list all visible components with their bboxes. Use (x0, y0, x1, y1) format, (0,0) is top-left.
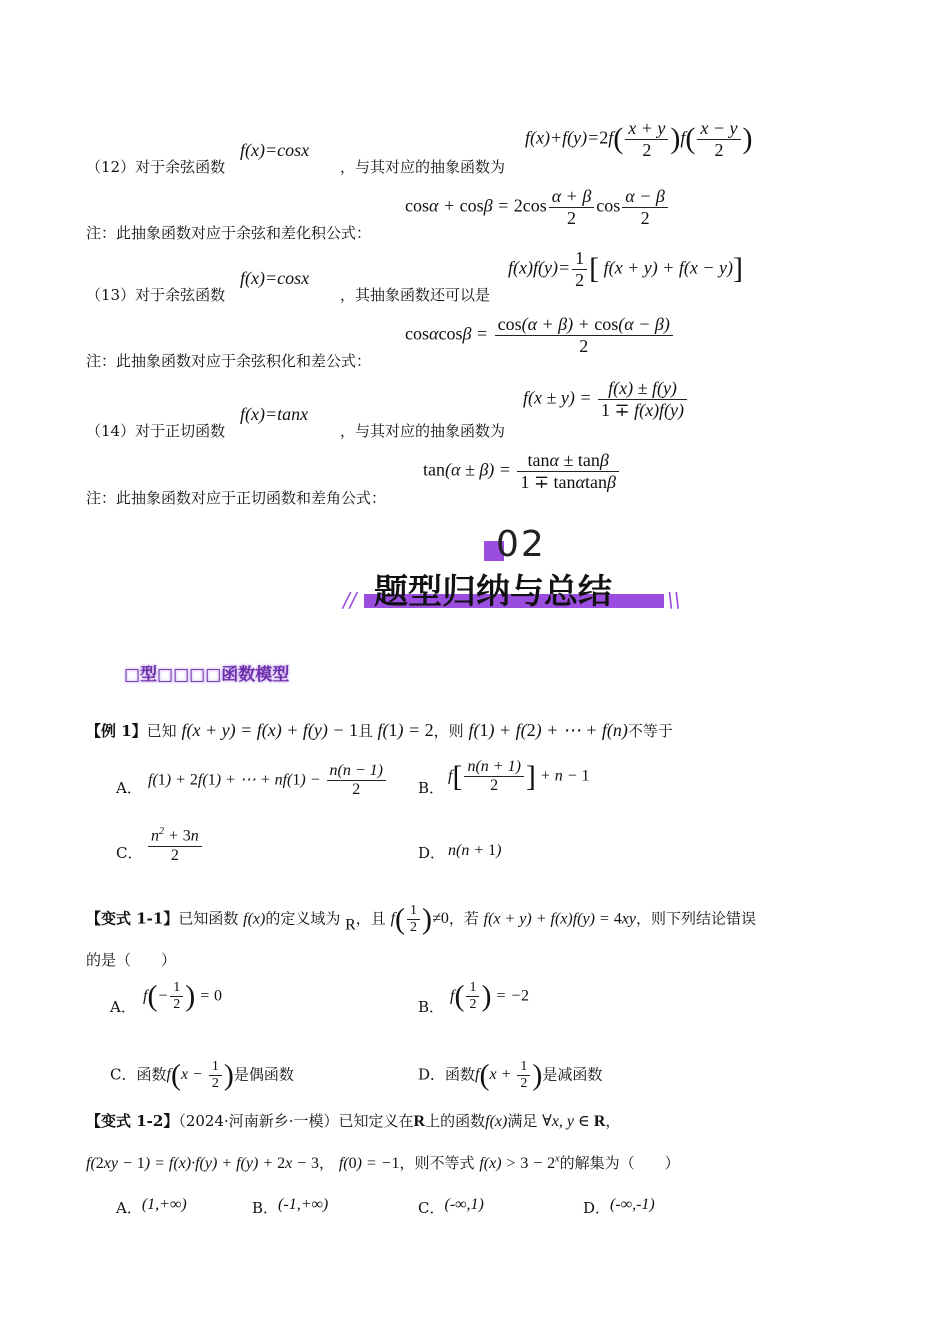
variant-1-2-option-c: C．(-∞,1) (418, 1196, 484, 1217)
item-13-formula: f(x)f(y)= $\frac{1}{2}$ [ f(x + y) + f(x − y)] (508, 248, 743, 290)
variant-1-2-option-b: B．(-1,+∞) (252, 1196, 329, 1217)
variant-1-2-line-2: f(2xy − 1) = f(x)·f(y) + f(y) + 2x − 3， f(0) = −1，则不等式 $f(x) > 3 - 2^x$的解集为（ ） (86, 1153, 680, 1172)
variant-1-1-option-b-label: B． (418, 998, 445, 1016)
section-right-decoration: \\ (667, 588, 681, 612)
variant-1-2-line-1: 【变式 1-2】（2024·河南新乡·一模）已知定义在R上的函数f(x)满足 ∀x, y ∈ R， (86, 1112, 621, 1130)
variant-1-2-option-d: D．(-∞,-1) (583, 1196, 655, 1217)
variant-1-2-tag: 【变式 1-2】 (86, 1112, 179, 1130)
variant-1-1-option-a: f(− $\frac{1}{2}$ ) = 0 (143, 979, 223, 1013)
example-1-tag: 【例 1】 (86, 722, 147, 740)
note-13-label: 注：此抽象函数对应于余弦积化和差公式： (86, 352, 372, 370)
note-14-label: 注：此抽象函数对应于正切函数和差角公式： (86, 489, 387, 507)
example-1-option-c-label: C． (116, 844, 143, 862)
variant-1-1-option-c: C．函数f(x − $\frac{1}{2}$ )是偶函数 (110, 1058, 294, 1092)
note-12-label: 注：此抽象函数对应于余弦和差化积公式： (86, 224, 372, 242)
variant-1-1-tag: 【变式 1-1】 (86, 909, 179, 928)
note-14-formula: tan(α ± β) = $\frac{\tan\alpha \pm \tan\beta}{1 \mp \tan\alpha\tan\beta}$ (423, 450, 621, 492)
example-1-option-b: f[ $\frac{n(n + 1)}{2}$ ] + n − 1 (448, 758, 590, 795)
example-1-option-a-label: A． (116, 779, 142, 797)
example-1-option-a: f(1) + 2f(1) + ⋯ + nf(1) − $\frac{n(n - 1)}{2}$ (148, 762, 388, 800)
example-1-option-d-label: D． (418, 844, 446, 862)
item-13-text: ，其抽象函数还可以是 (340, 286, 491, 304)
item-14-label: （14）对于正切函数 (86, 422, 226, 440)
item-13-function: f(x)=cosx (240, 268, 310, 288)
variant-1-1-line-2: 的是（ ） (86, 951, 177, 969)
item-12-function: f(x)=cosx (240, 140, 310, 160)
example-1-line: 【例 1】已知 f(x + y) = f(x) + f(y) − 1且 f(1) = 2，则 f(1) + f(2) + ⋯ + f(n)不等于 (86, 720, 673, 740)
example-1-option-c: $\frac{n^2 + 3n}{2}$ (146, 826, 204, 865)
variant-1-2-option-a: A．(1,+∞) (116, 1196, 187, 1217)
item-13-label: （13）对于余弦函数 (86, 286, 226, 304)
note-12-formula: cosα + cosβ = 2cos $\frac{\alpha + \beta}{2}$ cos $\frac{\alpha - \beta}{2}$ (405, 186, 670, 228)
item-12-formula: f(x)+f(y)=2f( $\frac{x + y}{2}$ )f( $\frac{x - y}{2}$ ) (525, 118, 753, 160)
item-12-label: （12）对于余弦函数 (86, 158, 226, 176)
variant-1-1-option-a-label: A． (110, 998, 136, 1016)
item-14-text: ，与其对应的抽象函数为 (340, 422, 506, 440)
type-heading: □型□□□□函数模型 (124, 665, 290, 685)
variant-1-1-option-d: D．函数f(x + $\frac{1}{2}$ )是减函数 (418, 1058, 603, 1092)
section-left-decoration: // (343, 588, 357, 612)
section-number: 02 (496, 524, 546, 565)
example-1-option-b-label: B． (418, 779, 445, 797)
variant-1-1-option-b: f( $\frac{1}{2}$ ) = −2 (450, 979, 530, 1013)
example-1-option-d: n(n + 1) (448, 842, 502, 859)
note-13-formula: cosαcosβ = $\frac{\cos(\alpha + \beta) + \cos(\alpha - \beta)}{2}$ (405, 314, 675, 356)
item-14-function: f(x)=tanx (240, 404, 309, 424)
item-14-formula: f(x ± y) = $\frac{f(x) \pm f(y)}{1 \mp f(x)f(y)}$ (523, 378, 689, 420)
section-title: 题型归纳与总结 (374, 572, 612, 612)
item-12-text: ，与其对应的抽象函数为 (340, 158, 506, 176)
variant-1-1-line-1: 【变式 1-1】已知函数 f(x)的定义域为 R，且 f( $\frac{1}{2}$ )≠0，若 f(x + y) + f(x)f(y) = 4xy，则下列结论错误 (86, 902, 756, 936)
